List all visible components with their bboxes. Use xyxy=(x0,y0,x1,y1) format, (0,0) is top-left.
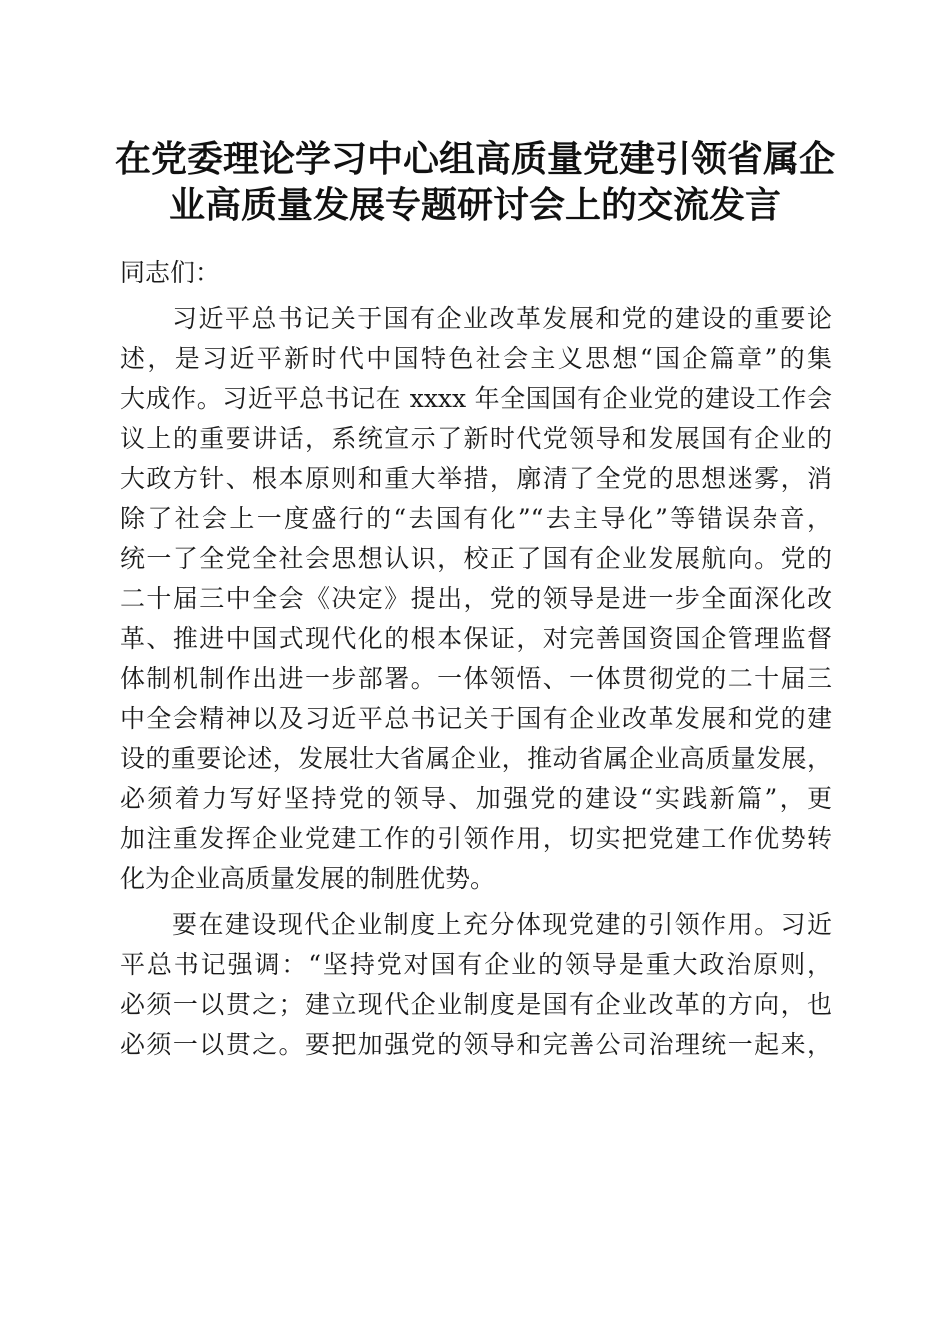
paragraph-line: 平总书记强调：“坚持党对国有企业的领导是重大政治原则， xyxy=(120,950,832,979)
paragraph-line: 革、推进中国式现代化的根本保证，对完善国资国企管理监督 xyxy=(120,624,832,653)
paragraph-line: 述，是习近平新时代中国特色社会主义思想“国企篇章”的集 xyxy=(120,344,832,373)
document-title xyxy=(100,136,850,228)
paragraph-line: 除了社会上一度盛行的“去国有化”“去主导化”等错误杂音， xyxy=(120,504,832,533)
document-body xyxy=(120,253,832,1065)
paragraph-line: 必须着力写好坚持党的领导、加强党的建设“实践新篇”，更 xyxy=(120,784,832,813)
paragraph-line: 大成作。习近平总书记在 xxxx 年全国国有企业党的建设工作会 xyxy=(120,384,832,413)
paragraph-line: 化为企业高质量发展的制胜优势。 xyxy=(120,864,496,893)
paragraph-line: 大政方针、根本原则和重大举措，廓清了全党的思想迷雾，消 xyxy=(120,464,832,493)
paragraph-line: 设的重要论述，发展壮大省属企业，推动省属企业高质量发展， xyxy=(120,744,832,773)
paragraph-line: 中全会精神以及习近平总书记关于国有企业改革发展和党的建 xyxy=(120,704,832,733)
paragraph-line: 体制机制作出进一步部署。一体领悟、一体贯彻党的二十届三 xyxy=(120,664,832,693)
title-line-2: 业高质量发展专题研讨会上的交流发言 xyxy=(168,184,781,226)
paragraph-line: 议上的重要讲话，系统宣示了新时代党领导和发展国有企业的 xyxy=(120,424,832,453)
paragraph-1 xyxy=(120,299,832,899)
paragraph-line: 统一了全党全社会思想认识，校正了国有企业发展航向。党的 xyxy=(120,544,832,573)
paragraph-line: 必须一以贯之；建立现代企业制度是国有企业改革的方向，也 xyxy=(120,990,832,1019)
paragraph-line: 加注重发挥企业党建工作的引领作用，切实把党建工作优势转 xyxy=(120,824,832,853)
paragraph-line: 要在建设现代企业制度上充分体现党建的引领作用。习近 xyxy=(172,910,832,939)
title-line-1: 在党委理论学习中心组高质量党建引领省属企 xyxy=(114,138,835,180)
paragraph-line: 习近平总书记关于国有企业改革发展和党的建设的重要论 xyxy=(172,304,832,333)
paragraph-line: 二十届三中全会《决定》提出，党的领导是进一步全面深化改 xyxy=(120,584,832,613)
paragraph-2 xyxy=(120,905,832,1065)
paragraph-line: 必须一以贯之。要把加强党的领导和完善公司治理统一起来， xyxy=(120,1030,832,1059)
salutation: 同志们： xyxy=(120,258,221,287)
